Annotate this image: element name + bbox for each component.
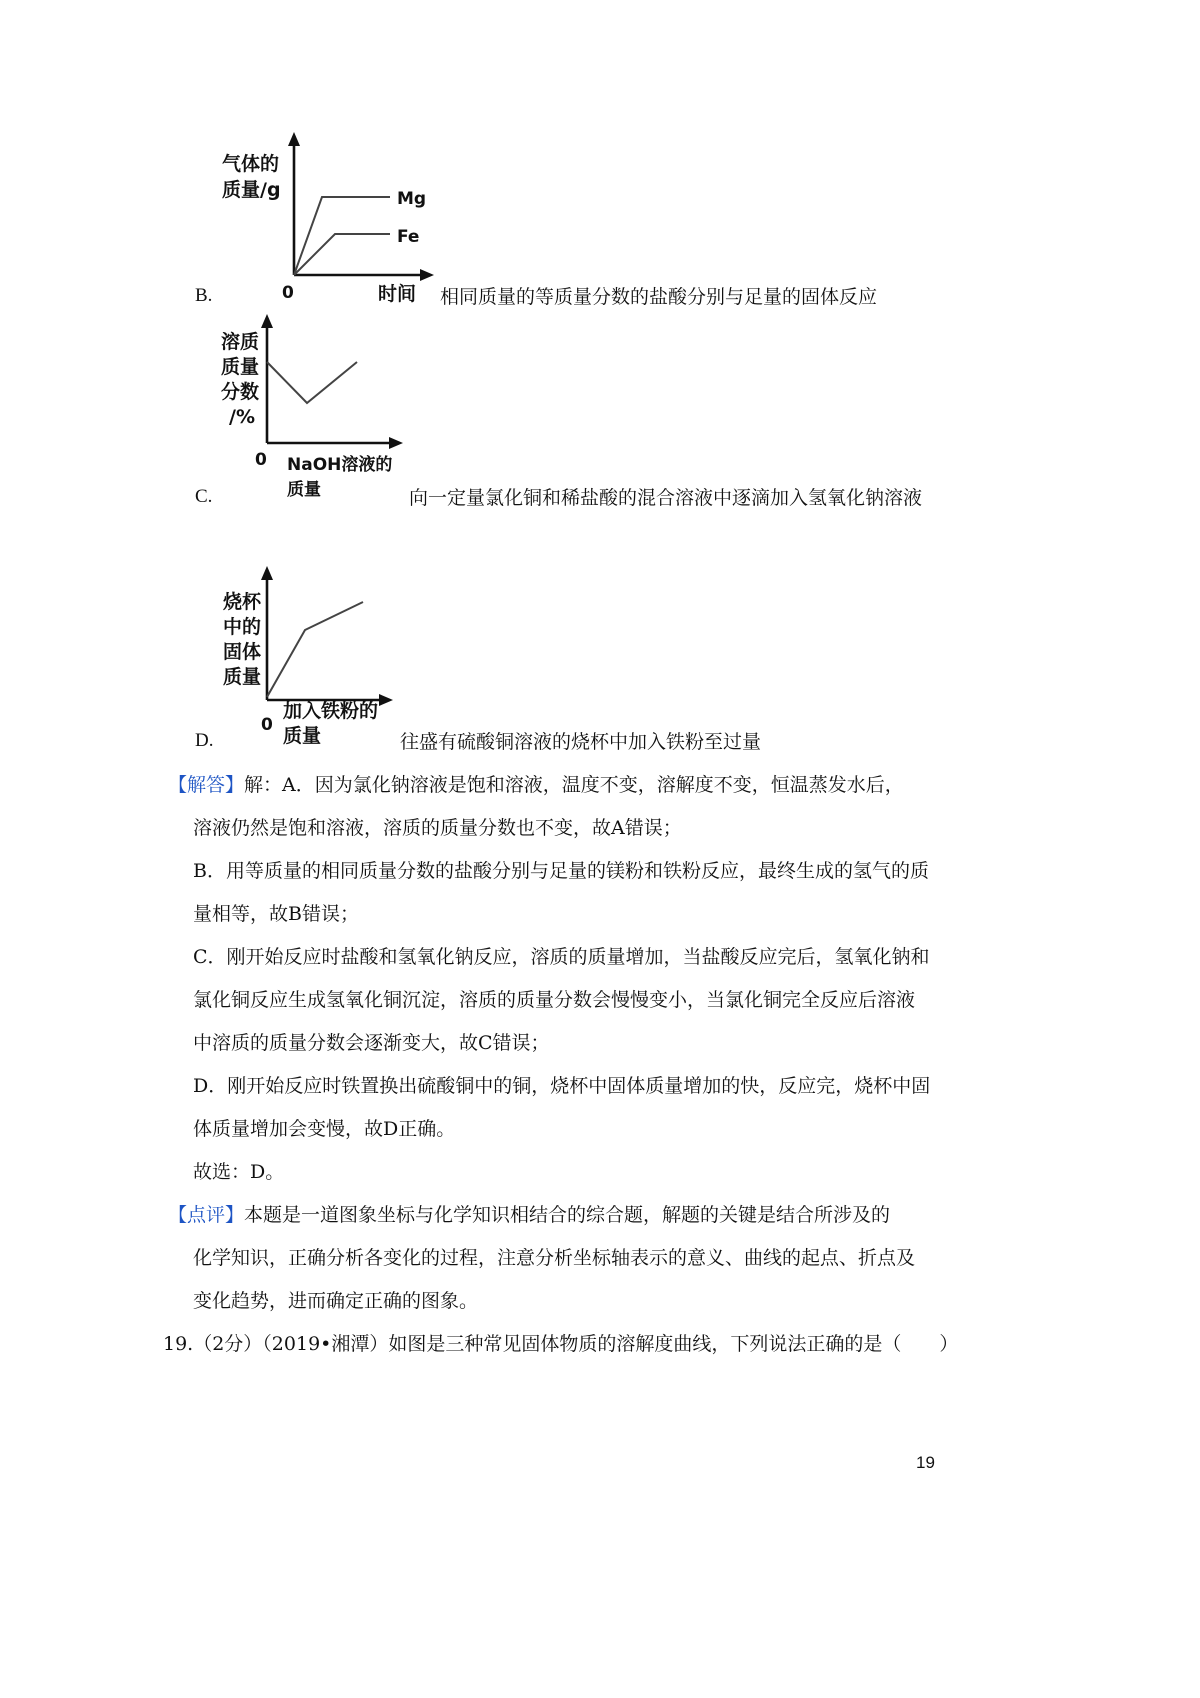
answer-choice: 故选：D。 (193, 1161, 285, 1183)
chart-c-y-label-4: /% (229, 406, 255, 428)
chart-c-x-label-1: NaOH溶液的 (287, 455, 393, 475)
answer-line-7: 中溶质的质量分数会逐渐变大，故C错误； (193, 1032, 550, 1054)
chart-b-x-label: 时间 (378, 283, 417, 305)
chart-d-curve (267, 602, 363, 697)
chart-d-y-label-4: 质量 (223, 666, 262, 688)
answer-line-3: B．用等质量的相同质量分数的盐酸分别与足量的镁粉和铁粉反应，最终生成的氢气的质 (193, 860, 929, 882)
answer-line-9: 体质量增加会变慢，故D正确。 (193, 1118, 456, 1140)
comment-line-3: 变化趋势，进而确定正确的图象。 (193, 1290, 479, 1312)
chart-d-y-label-2: 中的 (223, 616, 262, 638)
page-number: 19 (916, 1453, 935, 1472)
chart-c-x-label-2: 质量 (287, 480, 321, 500)
chart-c-origin: 0 (255, 450, 267, 470)
chart-b-graph (220, 130, 445, 305)
answer-line-4: 量相等，故B错误； (193, 903, 359, 925)
chart-d-origin: 0 (261, 715, 273, 735)
comment-line-2: 化学知识，正确分析各变化的过程，注意分析坐标轴表示的意义、曲线的起点、折点及 (193, 1247, 916, 1269)
option-c-description: 向一定量氯化铜和稀盐酸的混合溶液中逐滴加入氢氧化钠溶液 (409, 487, 923, 509)
chart-b-y-arrow (288, 132, 300, 146)
option-c-letter: C. (195, 486, 213, 507)
answer-line-5: C．刚开始反应时盐酸和氢氧化钠反应，溶质的质量增加，当盐酸反应完后，氢氧化钠和 (193, 946, 930, 968)
answer-line-8: D．刚开始反应时铁置换出硫酸铜中的铜，烧杯中固体质量增加的快，反应完，烧杯中固 (193, 1075, 931, 1097)
option-d-letter: D. (195, 730, 214, 751)
chart-d-graph (215, 560, 405, 750)
chart-d-y-label-1: 烧杯 (223, 591, 262, 613)
chart-b-fe-line (294, 234, 390, 275)
answer-text-1: 解：A．因为氯化钠溶液是饱和溶液，温度不变，溶解度不变，恒温蒸发水后， (244, 774, 904, 796)
answer-tag: 【解答】 (168, 774, 245, 796)
answer-line-1 (168, 773, 904, 797)
comment-line-1 (168, 1203, 890, 1227)
chart-c-graph (215, 310, 410, 510)
comment-tag: 【点评】 (168, 1204, 245, 1226)
chart-d-y-arrow (261, 566, 273, 580)
chart-c-curve (267, 362, 357, 403)
chart-b-series-fe: Fe (397, 227, 420, 247)
option-b-letter: B. (195, 285, 213, 306)
chart-b-series-mg: Mg (397, 189, 427, 209)
chart-d-x-arrow (379, 694, 393, 706)
chart-b-y-label-1: 气体的 (222, 153, 280, 175)
answer-line-6: 氯化铜反应生成氢氧化铜沉淀，溶质的质量分数会慢慢变小，当氯化铜完全反应后溶液 (193, 989, 916, 1011)
chart-c-y-label-2: 质量 (221, 356, 260, 378)
chart-c-y-arrow (261, 314, 273, 328)
chart-d-y-label-3: 固体 (223, 641, 262, 663)
chart-c-x-arrow (389, 437, 403, 449)
chart-d-x-label-1: 加入铁粉的 (283, 700, 379, 722)
option-b-description: 相同质量的等质量分数的盐酸分别与足量的固体反应 (440, 286, 878, 308)
answer-line-2: 溶液仍然是饱和溶液，溶质的质量分数也不变，故A错误； (193, 817, 682, 839)
chart-c-y-label-3: 分数 (221, 381, 260, 403)
comment-text-1: 本题是一道图象坐标与化学知识相结合的综合题，解题的关键是结合所涉及的 (244, 1204, 891, 1226)
option-d-description: 往盛有硫酸铜溶液的烧杯中加入铁粉至过量 (400, 731, 762, 753)
chart-c-y-label-1: 溶质 (221, 331, 260, 353)
chart-b-origin: 0 (282, 283, 294, 303)
chart-b-x-arrow (420, 269, 434, 281)
question-19: 19.（2分）（2019•湘潭）如图是三种常见固体物质的溶解度曲线，下列说法正确的是（ ） (163, 1333, 959, 1355)
chart-b-y-label-2: 质量/g (222, 179, 281, 201)
chart-b-mg-line (294, 197, 390, 275)
chart-d-x-label-2: 质量 (283, 725, 322, 747)
